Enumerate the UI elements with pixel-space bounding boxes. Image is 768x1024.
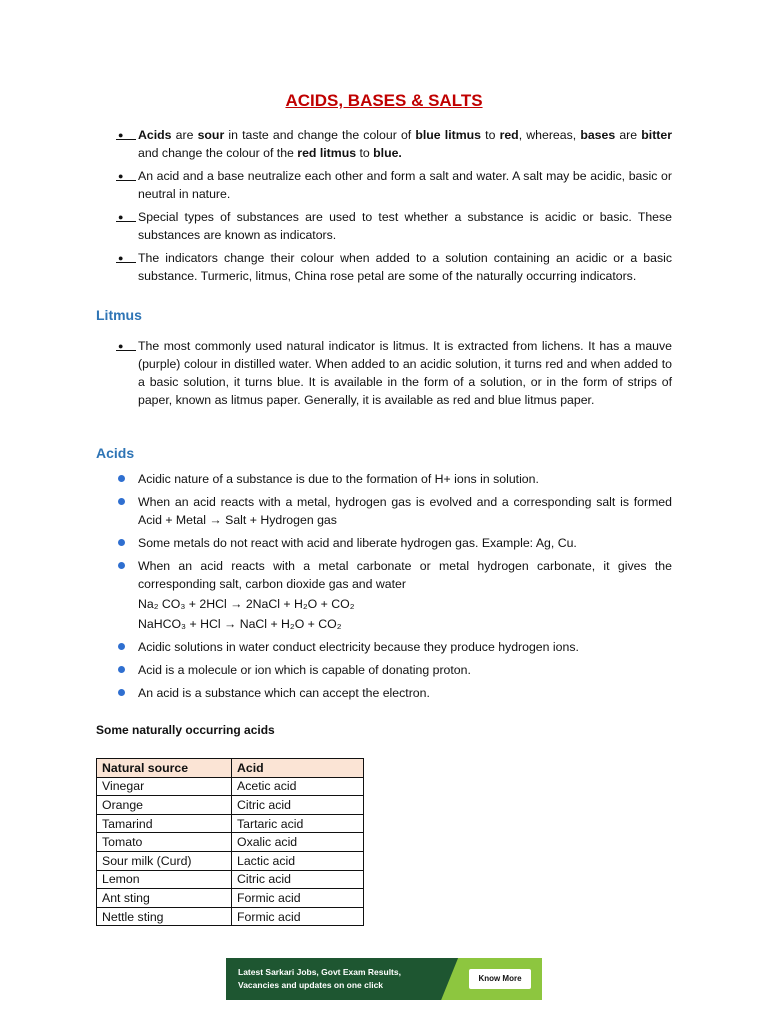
- banner-text: Latest Sarkari Jobs, Govt Exam Results, Vacancies and updates on one click: [238, 967, 401, 990]
- acid-cell: Citric acid: [232, 796, 364, 815]
- intro-list: [116, 126, 672, 290]
- table-row: [97, 907, 364, 926]
- natural-source-cell: Nettle sting: [97, 907, 232, 926]
- bullet-icon: [118, 475, 125, 482]
- table-row: [97, 814, 364, 833]
- list-item: ● The indicators change their colour when added to a solution containing an acidic or a basic substance. Turmeric, litmus, China rose petal are some of the naturally occurring indicators.: [116, 249, 672, 285]
- table-row: [97, 777, 364, 796]
- bullet-icon: [116, 208, 136, 222]
- list-item: ● An acid and a base neutralize each other and form a salt and water. A salt may be acidic, basic or neutral in nature.: [116, 167, 672, 203]
- acid-cell: Formic acid: [232, 889, 364, 908]
- bullet-icon: [116, 337, 136, 351]
- know-more-button[interactable]: Know More: [469, 969, 531, 989]
- table-row: [97, 851, 364, 870]
- natural-source-cell: Sour milk (Curd): [97, 851, 232, 870]
- bullet-icon: [116, 126, 136, 140]
- page-title: ACIDS, BASES & SALTS: [285, 91, 483, 110]
- acid-cell: Citric acid: [232, 870, 364, 889]
- bullet-icon: [118, 498, 125, 505]
- list-item: When an acid reacts with a metal, hydrogen gas is evolved and a corresponding salt is formed Acid + Metal → Salt + Hydrogen gas: [116, 493, 672, 529]
- promo-banner[interactable]: [226, 958, 542, 1000]
- acids-heading: Acids: [96, 445, 135, 461]
- equation-1: Na₂ CO₃ + 2HCl → 2NaCl + H₂O + CO₂: [138, 597, 355, 611]
- bullet-icon: [118, 689, 125, 696]
- list-item: ● Special types of substances are used to test whether a substance is acidic or basic. These substances are known as indicators.: [116, 208, 672, 244]
- natural-source-cell: Orange: [97, 796, 232, 815]
- natural-source-cell: Ant sting: [97, 889, 232, 908]
- bullet-icon: [116, 249, 136, 263]
- list-item: Acidic nature of a substance is due to the formation of H+ ions in solution.: [116, 470, 672, 488]
- equation-2: NaHCO₃ + HCl → NaCl + H₂O + CO₂: [138, 617, 342, 631]
- natural-source-cell: Lemon: [97, 870, 232, 889]
- acid-cell: Lactic acid: [232, 851, 364, 870]
- acids-list: [116, 470, 672, 707]
- table-caption: Some naturally occurring acids: [96, 723, 275, 737]
- table-row: [97, 870, 364, 889]
- list-item: ● Acids are sour in taste and change the colour of blue litmus to red, whereas, bases are bitter and change the colour of the red litmus to blue.: [116, 126, 672, 162]
- bullet-icon: [118, 666, 125, 673]
- table-row: [97, 833, 364, 852]
- column-header: Acid: [232, 759, 364, 778]
- bullet-icon: [118, 643, 125, 650]
- natural-source-cell: Tamarind: [97, 814, 232, 833]
- acid-cell: Tartaric acid: [232, 814, 364, 833]
- list-item: When an acid reacts with a metal carbonate or metal hydrogen carbonate, it gives the corresponding salt, carbon dioxide gas and water Na₂ CO₃ + 2HCl → 2NaCl + H₂O + CO₂ NaHCO₃ + HCl → NaCl + H₂O + CO₂: [116, 557, 672, 633]
- acid-cell: Oxalic acid: [232, 833, 364, 852]
- bullet-icon: [118, 562, 125, 569]
- column-header: Natural source: [97, 759, 232, 778]
- litmus-heading: Litmus: [96, 307, 142, 323]
- acids-table: [96, 758, 364, 926]
- list-item: Acid is a molecule or ion which is capable of donating proton.: [116, 661, 672, 679]
- table-row: [97, 796, 364, 815]
- acid-cell: Formic acid: [232, 907, 364, 926]
- natural-source-cell: Tomato: [97, 833, 232, 852]
- list-item: Some metals do not react with acid and liberate hydrogen gas. Example: Ag, Cu.: [116, 534, 672, 552]
- table-header-row: [97, 759, 364, 778]
- list-item: Acidic solutions in water conduct electricity because they produce hydrogen ions.: [116, 638, 672, 656]
- acid-cell: Acetic acid: [232, 777, 364, 796]
- bullet-icon: [118, 539, 125, 546]
- bullet-icon: [116, 167, 136, 181]
- list-item: An acid is a substance which can accept the electron.: [116, 684, 672, 702]
- table-row: [97, 889, 364, 908]
- litmus-list: [116, 337, 672, 414]
- list-item: ● The most commonly used natural indicator is litmus. It is extracted from lichens. It has a mauve (purple) colour in distilled water. When added to an acidic solution, it turns red and when added to a basic solution, it turns blue. It is available in the form of a solution, or in the form of strips of paper, known as litmus paper. Generally, it is available as red and blue litmus paper.: [116, 337, 672, 409]
- natural-source-cell: Vinegar: [97, 777, 232, 796]
